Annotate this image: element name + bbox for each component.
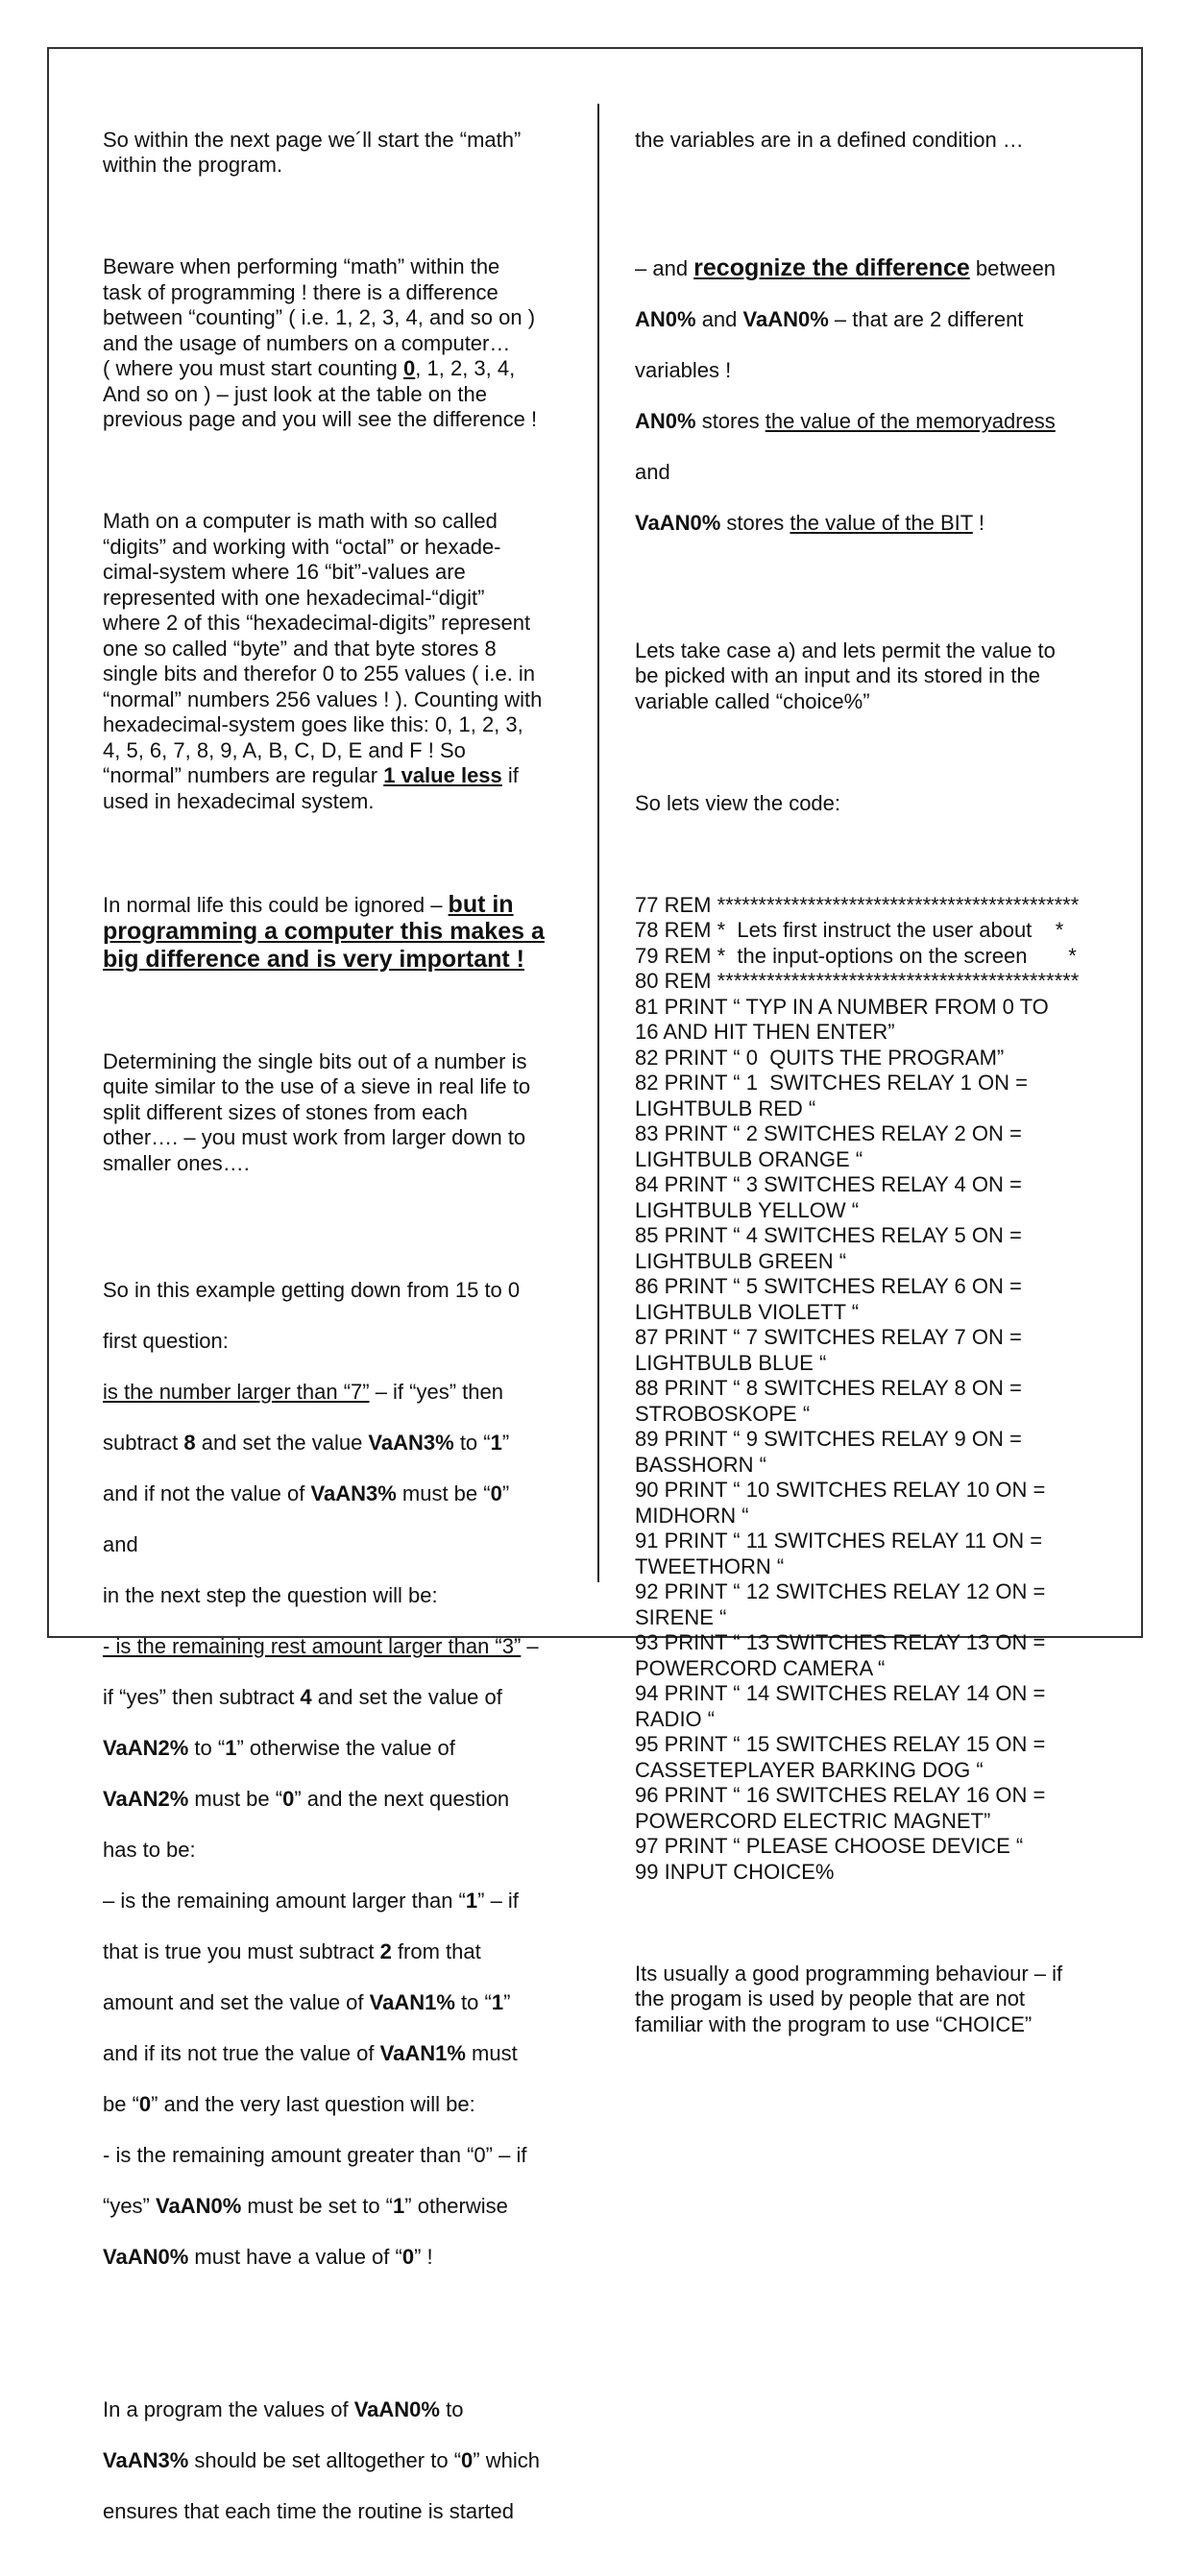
code-line: 79 REM * the input-options on the screen * xyxy=(635,943,1077,968)
text-line: and xyxy=(635,460,670,484)
code-listing xyxy=(635,893,1096,1886)
code-line: 83 PRINT “ 2 SWITCHES RELAY 2 ON = xyxy=(635,1121,1022,1145)
variable-name: VaAN0% xyxy=(353,2397,440,2421)
code-line: 84 PRINT “ 3 SWITCHES RELAY 4 ON = xyxy=(635,1172,1022,1196)
code-line: LIGHTBULB BLUE “ xyxy=(635,1350,827,1375)
paragraph-behaviour: Its usually a good programming behaviour – if the progam is used by people that are not familiar with the program to use “CHOICE” xyxy=(635,1961,1063,2036)
paragraph-counting xyxy=(103,254,583,433)
text-line: - is the remaining amount greater than “0” – if xyxy=(103,2143,527,2167)
text: and set the value xyxy=(195,1431,369,1455)
text: to “ xyxy=(188,1736,226,1760)
bold-text: 0 xyxy=(490,1481,502,1505)
code-line: 94 PRINT “ 14 SWITCHES RELAY 14 ON = xyxy=(635,1681,1046,1705)
text: and xyxy=(695,307,743,331)
code-line: LIGHTBULB YELLOW “ xyxy=(635,1197,860,1222)
code-line: 16 AND HIT THEN ENTER” xyxy=(635,1020,895,1044)
text: must xyxy=(465,2041,518,2065)
code-line: 82 PRINT “ 1 SWITCHES RELAY 1 ON = xyxy=(635,1071,1028,1095)
text-line xyxy=(103,1736,583,1762)
text: – that are 2 different xyxy=(828,307,1024,331)
text: must have a value of “ xyxy=(188,2245,402,2269)
text-line xyxy=(103,1939,583,1965)
text-line xyxy=(103,2397,583,2423)
text-line xyxy=(103,1634,583,1660)
code-line: BASSHORN “ xyxy=(635,1452,766,1477)
code-line: 96 PRINT “ 16 SWITCHES RELAY 16 ON = xyxy=(635,1783,1046,1807)
text: must be “ xyxy=(188,1787,283,1811)
text: that is true you must subtract xyxy=(103,1939,380,1963)
text-line xyxy=(103,1889,583,1914)
text: should be set alltogether to “ xyxy=(188,2448,462,2472)
variable-name: VaAN1% xyxy=(379,2041,466,2065)
text-line xyxy=(635,254,1096,282)
text: stores xyxy=(695,409,766,433)
right-column xyxy=(635,102,1096,2063)
text: ” ! xyxy=(414,2245,433,2269)
variable-name: VaAN0% xyxy=(156,2194,242,2218)
text: to “ xyxy=(453,1431,491,1455)
variable-name: VaAN1% xyxy=(369,1990,455,2014)
variable-name: VaAN0% xyxy=(742,307,829,331)
bold-value-less: 1 value less xyxy=(383,763,502,787)
bold-text: 1 xyxy=(491,1990,504,2014)
left-column xyxy=(103,102,583,2576)
code-line: 78 REM * Lets first instruct the user about * xyxy=(635,918,1064,942)
text: from that xyxy=(391,1939,481,1963)
code-line: 92 PRINT “ 12 SWITCHES RELAY 12 ON = xyxy=(635,1579,1046,1603)
text-line xyxy=(103,1431,583,1457)
text: must be “ xyxy=(396,1481,491,1505)
bold-text: 0 xyxy=(138,2092,152,2116)
paragraph-difference xyxy=(635,229,1096,563)
underlined-text: the value of the BIT xyxy=(790,511,973,535)
code-line: LIGHTBULB ORANGE “ xyxy=(635,1146,863,1171)
code-line: 90 PRINT “ 10 SWITCHES RELAY 10 ON = xyxy=(635,1478,1046,1502)
code-line: STROBOSKOPE “ xyxy=(635,1401,811,1426)
variable-name: VaAN2% xyxy=(103,1787,189,1811)
bold-zero: 0 xyxy=(403,356,416,380)
code-line: LIGHTBULB RED “ xyxy=(635,1095,816,1120)
paragraph-important xyxy=(103,891,583,974)
text: and if its not true the value of xyxy=(103,2041,380,2065)
emphasis-line-3: big difference and is very important ! xyxy=(103,945,524,973)
bold-text: 0 xyxy=(401,2245,415,2269)
text-line: first question: xyxy=(103,1329,229,1353)
code-line: 89 PRINT “ 9 SWITCHES RELAY 9 ON = xyxy=(635,1427,1022,1451)
underlined-text: is the number larger than “7” xyxy=(103,1380,370,1404)
text-line: has to be: xyxy=(103,1838,196,1862)
text: to “ xyxy=(454,1990,492,2014)
bold-text: 0 xyxy=(282,1787,295,1811)
code-line: 86 PRINT “ 5 SWITCHES RELAY 6 ON = xyxy=(635,1274,1022,1298)
text-line: in the next step the question will be: xyxy=(103,1583,438,1607)
text-line: ensures that each time the routine is started xyxy=(103,2499,515,2523)
code-line: LIGHTBULB VIOLETT “ xyxy=(635,1299,860,1324)
text: ” which xyxy=(473,2448,540,2472)
text-line xyxy=(103,2194,583,2220)
bold-text: 0 xyxy=(461,2448,474,2472)
bold-text: 4 xyxy=(300,1685,312,1709)
variable-name: AN0% xyxy=(635,307,696,331)
bold-text: 1 xyxy=(490,1431,502,1455)
variable-name: VaAN3% xyxy=(103,2448,189,2472)
code-line: SIRENE “ xyxy=(635,1604,727,1629)
variable-name: VaAN3% xyxy=(310,1481,397,1505)
text-line xyxy=(103,1990,583,2016)
text: ” otherwise xyxy=(404,2194,508,2218)
underlined-text: - is the remaining rest amount larger than “3” xyxy=(103,1634,522,1658)
text: ” – if xyxy=(477,1889,519,1913)
text-line: So in this example getting down from 15 to 0 xyxy=(103,1278,521,1302)
code-line: 95 PRINT “ 15 SWITCHES RELAY 15 ON = xyxy=(635,1732,1046,1756)
text-line: and xyxy=(103,1532,138,1556)
paragraph-view-code: So lets view the code: xyxy=(635,790,841,815)
text: – if “yes” then xyxy=(369,1380,503,1404)
text: “yes” xyxy=(103,2194,156,2218)
code-line: RADIO “ xyxy=(635,1706,716,1731)
text-line xyxy=(103,2245,583,2271)
bold-text: 1 xyxy=(465,1889,478,1913)
paragraph-example xyxy=(103,1253,583,2297)
code-line: TWEETHORN “ xyxy=(635,1553,785,1578)
text: ” xyxy=(501,1481,510,1505)
paragraph-reset xyxy=(103,2372,583,2551)
text: if used in hexadecimal system. xyxy=(103,763,519,813)
paragraph-intro: So within the next page we´ll start the “math” within the program. xyxy=(103,127,522,177)
text: – xyxy=(521,1634,539,1658)
text: stores xyxy=(720,511,790,535)
text: , 1, 2, 3, 4, And so on ) – just look at the table on the previous page and you will see the difference ! xyxy=(103,356,538,431)
text-line xyxy=(635,307,1096,333)
text-line xyxy=(635,511,1096,537)
code-line: 93 PRINT “ 13 SWITCHES RELAY 13 ON = xyxy=(635,1630,1046,1654)
text: ” and the very last question will be: xyxy=(151,2092,475,2116)
code-line: 91 PRINT “ 11 SWITCHES RELAY 11 ON = xyxy=(635,1529,1043,1553)
code-line: 97 PRINT “ PLEASE CHOOSE DEVICE “ xyxy=(635,1834,1024,1858)
text: and if not the value of xyxy=(103,1481,311,1505)
text: – and xyxy=(635,256,694,280)
text: to xyxy=(439,2397,464,2421)
text-line xyxy=(103,2448,583,2474)
code-line: POWERCORD CAMERA “ xyxy=(635,1655,886,1680)
text: Beware when performing “math” within the task of programming ! there is a difference between “counting” ( i.e. 1, 2, 3, 4, and so on ) and the usage of numbers on a computer… ( where you must start counting xyxy=(103,254,536,380)
paragraph-condition: the variables are in a defined condition … xyxy=(635,127,1024,152)
code-line: 80 REM ******************************************** xyxy=(635,969,1080,993)
variable-name: AN0% xyxy=(635,409,696,433)
variable-name: VaAN3% xyxy=(368,1431,454,1455)
code-line: 81 PRINT “ TYP IN A NUMBER FROM 0 TO xyxy=(635,994,1049,1019)
emphasis-difference: recognize the difference xyxy=(693,254,970,281)
text: amount and set the value of xyxy=(103,1990,370,2014)
code-line: CASSETEPLAYER BARKING DOG “ xyxy=(635,1757,984,1782)
paragraph-sieve: Determining the single bits out of a number is quite similar to the use of a sieve in real life to split different sizes of stones from each other…. – you must work from larger down to smaller ones…. xyxy=(103,1048,531,1175)
underlined-text: the value of the memoryadress xyxy=(765,409,1056,433)
text-line xyxy=(103,1481,583,1507)
code-line: 99 INPUT CHOICE% xyxy=(635,1859,835,1884)
text: In normal life this could be ignored – xyxy=(103,892,449,917)
column-divider xyxy=(597,104,599,1582)
code-line: 87 PRINT “ 7 SWITCHES RELAY 7 ON = xyxy=(635,1325,1022,1349)
code-line: 77 REM ******************************************** xyxy=(635,892,1080,917)
emphasis-line-1: but in xyxy=(448,890,514,918)
text: be “ xyxy=(103,2092,139,2116)
text: between xyxy=(969,256,1057,280)
bold-text: 8 xyxy=(183,1431,196,1455)
bold-text: 2 xyxy=(379,1939,392,1963)
code-line: 88 PRINT “ 8 SWITCHES RELAY 8 ON = xyxy=(635,1376,1022,1400)
text: Math on a computer is math with so called “digits” and working with “octal” or hexade- cimal-system where 16 “bit”-values are represented with one hexadecimal-“digit” where 2 of this “hexadecimal-digits” represent one so called “byte” and that byte stores 8 single bits and therefor 0 to 255 values ( i.e. in “normal” numbers 256 values ! ). Counting with hexadecimal-system goes like this: 0, 1, 2, 3, 4, 5, 6, 7, 8, 9, A, B, C, D, E and F ! So “normal” numbers are regular xyxy=(103,509,543,787)
text: ” and the next question xyxy=(294,1787,510,1811)
text: In a program the values of xyxy=(103,2397,354,2421)
text-line: variables ! xyxy=(635,358,732,382)
emphasis-line-2: programming a computer this makes a xyxy=(103,918,545,945)
code-line: POWERCORD ELECTRIC MAGNET” xyxy=(635,1808,991,1833)
text-line xyxy=(103,1787,583,1813)
text: ” xyxy=(501,1431,510,1455)
variable-name: VaAN0% xyxy=(103,2245,189,2269)
variable-name: VaAN2% xyxy=(103,1736,189,1760)
bold-text: 1 xyxy=(225,1736,237,1760)
text: ” otherwise the value of xyxy=(236,1736,455,1760)
text-line xyxy=(103,2041,583,2067)
text-line xyxy=(103,2092,583,2118)
text: must be set to “ xyxy=(241,2194,394,2218)
text: – is the remaining amount larger than “ xyxy=(103,1889,466,1913)
bold-text: 1 xyxy=(393,2194,405,2218)
text: subtract xyxy=(103,1431,184,1455)
code-line: LIGHTBULB GREEN “ xyxy=(635,1248,847,1273)
text: ” xyxy=(503,1990,511,2014)
text: ! xyxy=(972,511,985,535)
code-line: MIDHORN “ xyxy=(635,1503,749,1528)
text: if “yes” then subtract xyxy=(103,1685,301,1709)
variable-name: VaAN0% xyxy=(635,511,721,535)
text-line xyxy=(635,409,1096,435)
text: and set the value of xyxy=(311,1685,502,1709)
paragraph-case-a: Lets take case a) and lets permit the value to be picked with an input and its stored in the variable called “choice%” xyxy=(635,638,1056,713)
text-line xyxy=(103,1685,583,1711)
text-line xyxy=(103,1380,583,1406)
code-line: 85 PRINT “ 4 SWITCHES RELAY 5 ON = xyxy=(635,1223,1022,1247)
paragraph-hexadecimal xyxy=(103,509,583,814)
code-line: 82 PRINT “ 0 QUITS THE PROGRAM” xyxy=(635,1045,1005,1070)
